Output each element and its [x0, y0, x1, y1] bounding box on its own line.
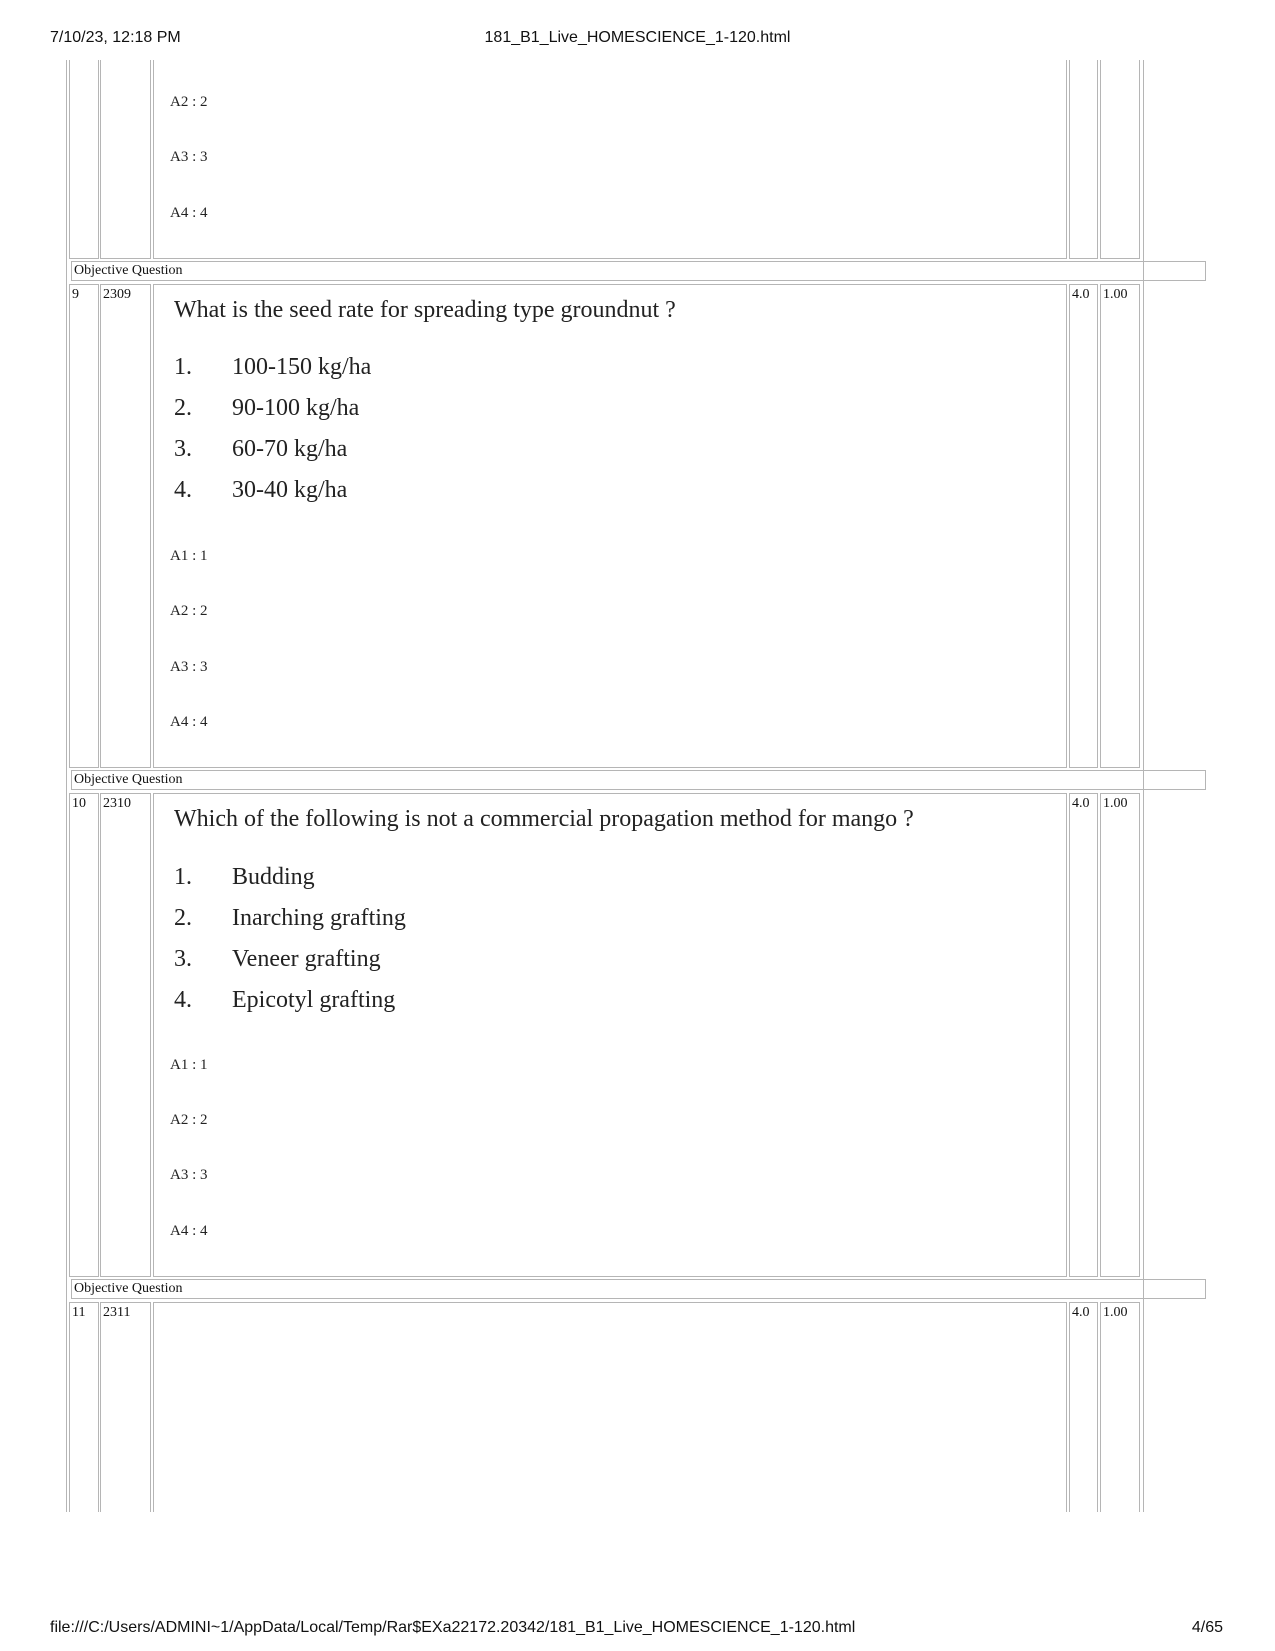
question-negative-marks: 1.00: [1100, 1302, 1140, 1512]
question-id: 2310: [100, 793, 151, 1277]
option-number: 4.: [174, 987, 192, 1013]
prev-answer-a3: A3 : 3: [170, 149, 208, 165]
answer-a2: A2 : 2: [170, 603, 208, 619]
option-text: Inarching grafting: [232, 905, 406, 931]
answer-a1: A1 : 1: [170, 1057, 208, 1073]
prev-answer-a4: A4 : 4: [170, 205, 208, 221]
option-text: 90-100 kg/ha: [232, 395, 360, 421]
option-number: 3.: [174, 436, 192, 462]
question-type-label: Objective Question: [71, 261, 1206, 281]
option-number: 1.: [174, 864, 192, 890]
question-negative-marks: 1.00: [1100, 793, 1140, 1277]
option-text: 100-150 kg/ha: [232, 354, 372, 380]
answer-a4: A4 : 4: [170, 714, 208, 730]
question-text: What is the seed rate for spreading type groundnut ?: [174, 297, 676, 323]
question-negative-marks: 1.00: [1100, 284, 1140, 768]
print-title: 181_B1_Live_HOMESCIENCE_1-120.html: [484, 29, 791, 46]
question-type-label: Objective Question: [71, 770, 1206, 790]
question-type-label: Objective Question: [71, 1279, 1206, 1299]
question-marks: 4.0: [1069, 793, 1098, 1277]
question-marks: 4.0: [1069, 284, 1098, 768]
answer-a4: A4 : 4: [170, 1223, 208, 1239]
question-serial: 9: [69, 284, 99, 768]
option-number: 2.: [174, 395, 192, 421]
option-number: 4.: [174, 477, 192, 503]
prev-answer-a2: A2 : 2: [170, 94, 208, 110]
option-number: 3.: [174, 946, 192, 972]
question-text: Which of the following is not a commercial propagation method for mango ?: [174, 806, 914, 832]
answer-a3: A3 : 3: [170, 1167, 208, 1183]
option-text: 60-70 kg/ha: [232, 436, 348, 462]
print-file-path: file:///C:/Users/ADMINI~1/AppData/Local/Temp/Rar$EXa22172.20342/181_B1_Live_HOMESCIENCE_1-120.html: [50, 1619, 856, 1636]
answer-a2: A2 : 2: [170, 1112, 208, 1128]
question-id: 2311: [100, 1302, 151, 1512]
option-text: Budding: [232, 864, 315, 890]
option-text: 30-40 kg/ha: [232, 477, 348, 503]
option-text: Epicotyl grafting: [232, 987, 396, 1013]
print-page-number: 4/65: [1191, 1619, 1223, 1636]
question-id: 2309: [100, 284, 151, 768]
question-serial: 11: [69, 1302, 99, 1512]
answer-a3: A3 : 3: [170, 659, 208, 675]
answer-a1: A1 : 1: [170, 548, 208, 564]
print-datetime: 7/10/23, 12:18 PM: [50, 29, 181, 46]
option-number: 2.: [174, 905, 192, 931]
option-text: Veneer grafting: [232, 946, 381, 972]
question-marks: 4.0: [1069, 1302, 1098, 1512]
question-serial: 10: [69, 793, 99, 1277]
table-outer-frame: [66, 60, 1144, 1512]
option-number: 1.: [174, 354, 192, 380]
